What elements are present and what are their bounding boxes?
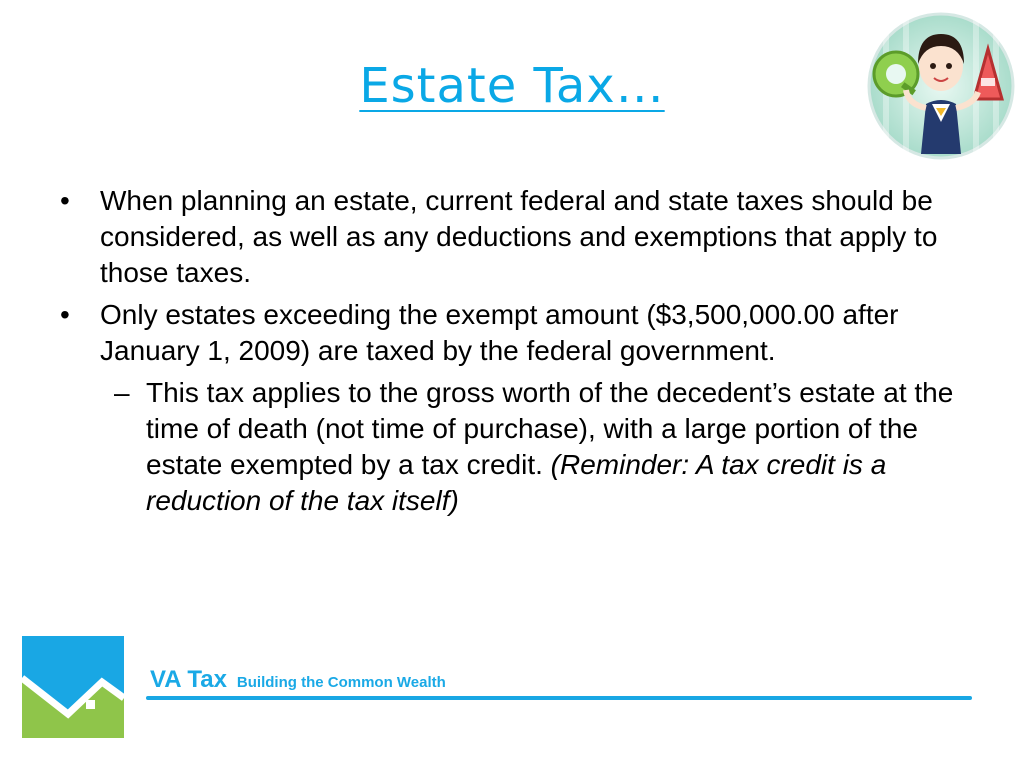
- sub-bullet-text: This tax applies to the gross worth of the decedent’s estate at the time of death (not time of purchase), with a large portion of the estate exempted by a tax credit.: [146, 377, 954, 480]
- bullet-text: When planning an estate, current federal and state taxes should be considered, as well as any deductions and exemptions that apply to those taxes.: [100, 185, 938, 288]
- qa-character-icon: [866, 4, 1016, 164]
- va-tax-logo-icon: [22, 636, 124, 738]
- bullet-marker: •: [60, 185, 70, 216]
- bullet-text: Only estates exceeding the exempt amount ($3,500,000.00 after January 1, 2009) are taxed by the federal government.: [100, 299, 899, 366]
- reminder-note: (Reminder: A tax credit is a reduction of the tax itself): [146, 449, 887, 516]
- sub-bullet-marker: –: [114, 377, 130, 408]
- footer-brand: [150, 666, 446, 694]
- slide-title: Estate Tax…: [359, 58, 665, 114]
- bullet-list: [58, 183, 978, 519]
- brand-tagline: Building the Common Wealth: [236, 674, 446, 691]
- bullet-item: [58, 297, 978, 369]
- bullet-item: [58, 183, 978, 291]
- q-letter: [874, 52, 918, 96]
- bullet-marker: •: [60, 299, 70, 330]
- brand-name: VA Tax: [150, 666, 227, 693]
- footer-divider: [146, 696, 972, 700]
- sub-bullet-item: [58, 375, 978, 519]
